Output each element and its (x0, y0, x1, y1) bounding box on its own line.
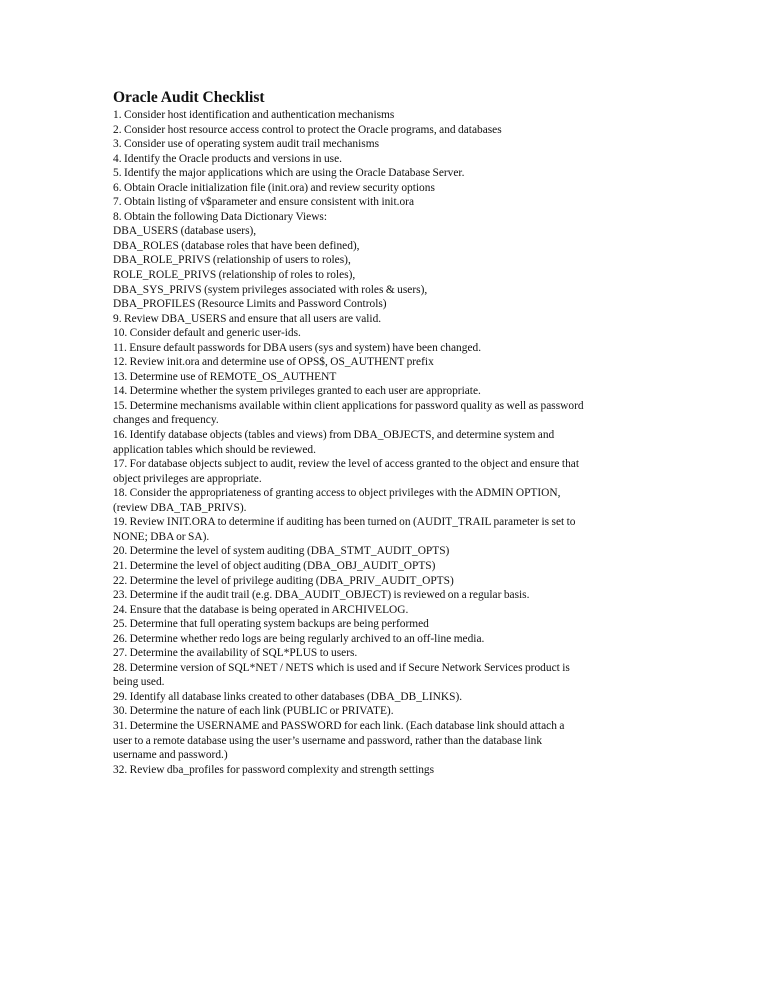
checklist-line: DBA_SYS_PRIVS (system privileges associated with roles & users), (113, 283, 428, 296)
checklist-line: DBA_USERS (database users), (113, 225, 257, 238)
checklist-line: 20. Determine the level of system auditing (DBA_STMT_AUDIT_OPTS) (113, 545, 450, 558)
checklist-line: 17. For database objects subject to audit, review the level of access granted to the object and ensure that (113, 458, 579, 471)
checklist-line: 28. Determine version of SQL*NET / NETS which is used and if Secure Network Services product is (113, 661, 570, 674)
checklist-line: DBA_PROFILES (Resource Limits and Password Controls) (113, 298, 387, 311)
checklist-line: 27. Determine the availability of SQL*PLUS to users. (113, 647, 358, 660)
checklist-line: 19. Review INIT.ORA to determine if auditing has been turned on (AUDIT_TRAIL parameter is set to (113, 516, 576, 529)
checklist-line: 2. Consider host resource access control to protect the Oracle programs, and databases (113, 123, 502, 136)
checklist-line: 15. Determine mechanisms available within client applications for password quality as well as password (113, 399, 584, 412)
checklist-line: 7. Obtain listing of v$parameter and ensure consistent with init.ora (113, 196, 415, 209)
checklist-line: 9. Review DBA_USERS and ensure that all users are valid. (113, 312, 382, 325)
checklist-line: DBA_ROLE_PRIVS (relationship of users to roles), (113, 254, 351, 267)
checklist-line: 4. Identify the Oracle products and versions in use. (113, 152, 342, 165)
checklist-line: 18. Consider the appropriateness of granting access to object privileges with the ADMIN OPTION, (113, 487, 561, 500)
checklist-line: 10. Consider default and generic user-ids. (113, 327, 301, 340)
checklist-line: 13. Determine use of REMOTE_OS_AUTHENT (113, 370, 337, 383)
checklist-line: 22. Determine the level of privilege auditing (DBA_PRIV_AUDIT_OPTS) (113, 574, 454, 587)
checklist-line: 31. Determine the USERNAME and PASSWORD for each link. (Each database link should attach a (113, 719, 565, 732)
checklist-line: 8. Obtain the following Data Dictionary Views: (113, 210, 328, 223)
checklist-line: 11. Ensure default passwords for DBA users (sys and system) have been changed. (113, 341, 482, 354)
checklist-line: object privileges are appropriate. (113, 472, 262, 485)
checklist-line: 16. Identify database objects (tables and views) from DBA_OBJECTS, and determine system and (113, 429, 555, 442)
checklist-line: 21. Determine the level of object auditing (DBA_OBJ_AUDIT_OPTS) (113, 559, 436, 572)
checklist-line: 26. Determine whether redo logs are being regularly archived to an off-line media. (113, 632, 485, 645)
checklist-line: being used. (113, 676, 165, 689)
checklist-line: application tables which should be reviewed. (113, 443, 316, 456)
checklist-line: 29. Identify all database links created to other databases (DBA_DB_LINKS). (113, 690, 463, 703)
checklist-line: ROLE_ROLE_PRIVS (relationship of roles to roles), (113, 269, 356, 282)
document-page (113, 89, 653, 777)
checklist-line: 25. Determine that full operating system backups are being performed (113, 618, 429, 631)
checklist-line: 24. Ensure that the database is being operated in ARCHIVELOG. (113, 603, 409, 616)
checklist-line: user to a remote database using the user’s username and password, rather than the database link (113, 734, 543, 747)
document-title: Oracle Audit Checklist (113, 89, 265, 106)
checklist-line: 32. Review dba_profiles for password complexity and strength settings (113, 763, 435, 776)
checklist-line: 14. Determine whether the system privileges granted to each user are appropriate. (113, 385, 481, 398)
checklist-line: 12. Review init.ora and determine use of OPS$, OS_AUTHENT prefix (113, 356, 434, 369)
checklist-line: 30. Determine the nature of each link (PUBLIC or PRIVATE). (113, 705, 394, 718)
checklist-line: DBA_ROLES (database roles that have been defined), (113, 239, 360, 252)
checklist-line: 6. Obtain Oracle initialization file (init.ora) and review security options (113, 181, 435, 194)
checklist-line: changes and frequency. (113, 414, 219, 427)
checklist-line: NONE; DBA or SA). (113, 530, 210, 543)
checklist-line: 3. Consider use of operating system audit trail mechanisms (113, 138, 380, 151)
checklist-line: 23. Determine if the audit trail (e.g. DBA_AUDIT_OBJECT) is reviewed on a regular basis. (113, 589, 530, 602)
checklist-line: (review DBA_TAB_PRIVS). (113, 501, 247, 514)
checklist-line: 1. Consider host identification and authentication mechanisms (113, 109, 395, 121)
checklist-line: username and password.) (113, 749, 228, 762)
checklist-line: 5. Identify the major applications which are using the Oracle Database Server. (113, 167, 465, 180)
checklist (113, 108, 653, 777)
